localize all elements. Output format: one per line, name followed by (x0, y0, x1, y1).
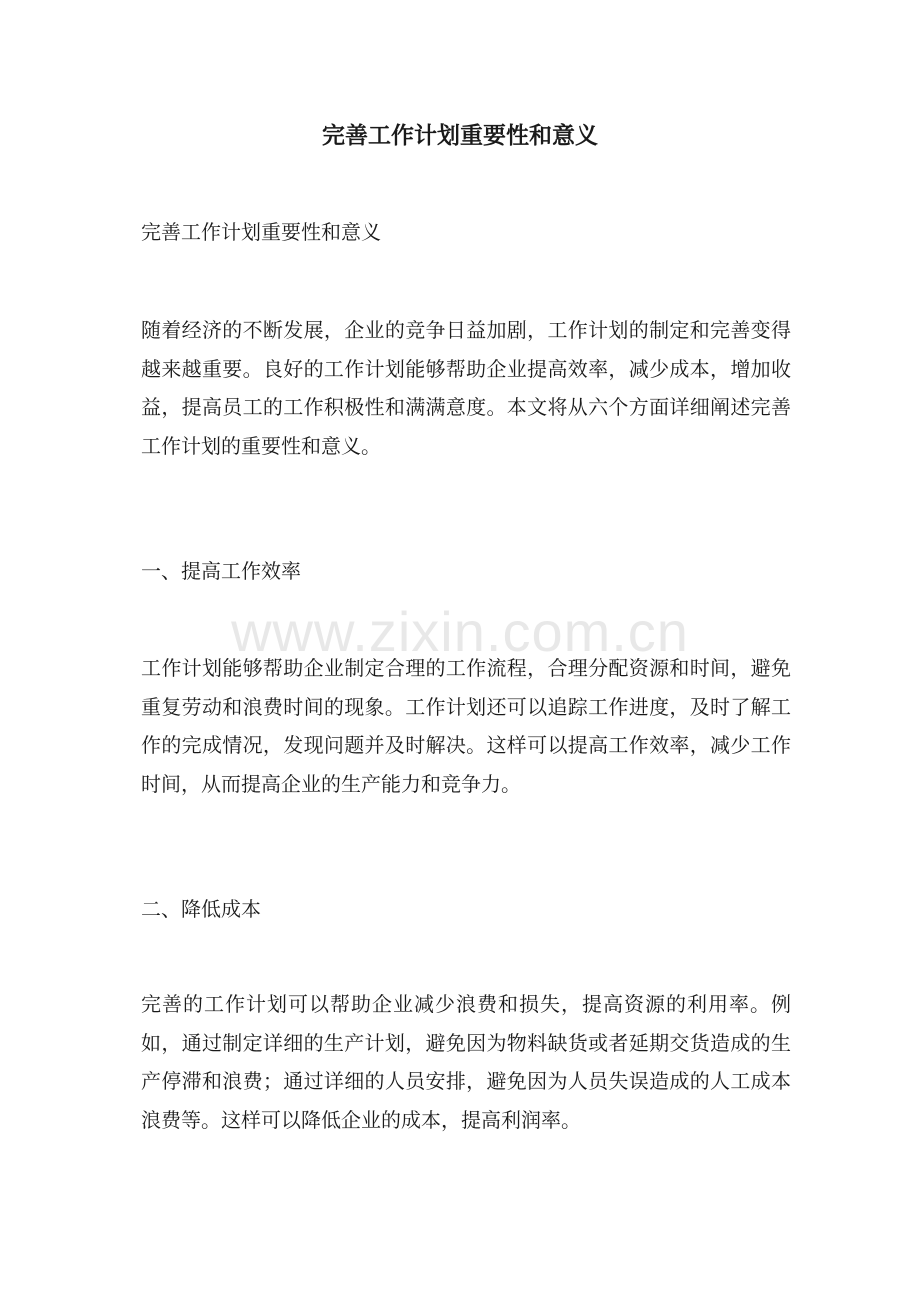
document-title: 完善工作计划重要性和意义 (322, 122, 598, 149)
section-body-efficiency: 工作计划能够帮助企业制定合理的工作流程，合理分配资源和时间，避免重复劳动和浪费时间的现象。工作计划还可以追踪工作进度，及时了解工作的完成情况，发现问题并及时解决。这样可以提高工作效率，减少工作时间，从而提高企业的生产能力和竞争力。 (141, 656, 791, 796)
section-body-cost: 完善的工作计划可以帮助企业减少浪费和损失，提高资源的利用率。例如，通过制定详细的生产计划，避免因为物料缺货或者延期交货造成的生产停滞和浪费；通过详细的人员安排，避免因为人员失误造成的人工成本浪费等。这样可以降低企业的成本，提高利润率。 (141, 992, 791, 1132)
document-subtitle: 完善工作计划重要性和意义 (141, 220, 381, 244)
section-heading-efficiency: 一、提高工作效率 (141, 559, 301, 583)
section-heading-cost: 二、降低成本 (141, 897, 261, 921)
watermark: www.zixin.com.cn (231, 600, 689, 663)
intro-paragraph: 随着经济的不断发展，企业的竞争日益加剧，工作计划的制定和完善变得越来越重要。良好的工作计划能够帮助企业提高效率，减少成本，增加收益，提高员工的工作积极性和满满意度。本文将从六个方面详细阐述完善工作计划的重要性和意义。 (141, 318, 791, 458)
